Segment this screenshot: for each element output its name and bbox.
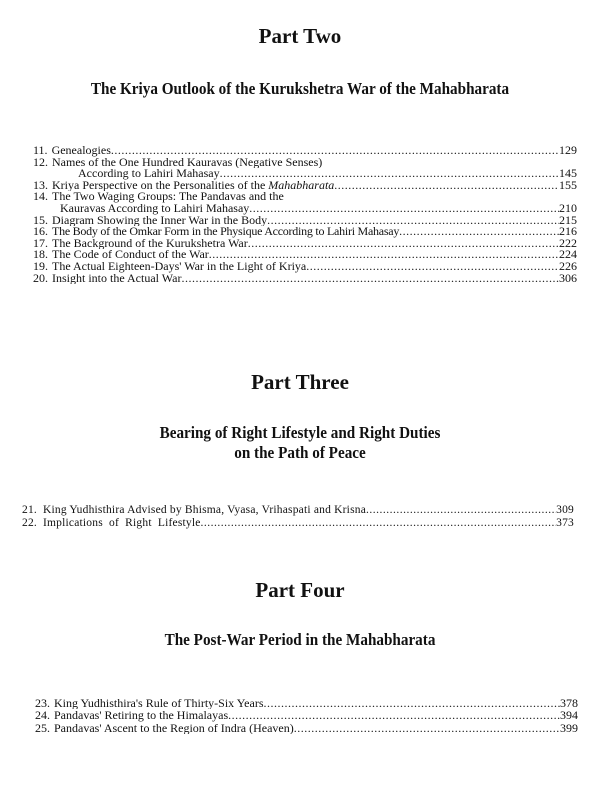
entry-page: 394: [560, 709, 578, 722]
entry-page: 224: [559, 249, 577, 261]
entry-number: 21.: [22, 504, 37, 516]
entry-number: 19.: [33, 260, 48, 273]
entry-title: Genealogies: [51, 145, 111, 157]
toc-entry-19[interactable]: [33, 261, 577, 273]
entry-title: The Background of the Kurukshetra War: [52, 237, 248, 250]
entry-page: 215: [559, 214, 577, 227]
entry-title: Pandavas' Ascent to the Region of Indra (Heaven): [54, 721, 294, 734]
part-four-subtitle: The Post-War Period in the Mahabharata: [164, 630, 436, 649]
entry-number: 14.: [33, 191, 48, 203]
part-two-contents: [33, 145, 577, 284]
entry-title: The Body of the Omkar Form in the Physique According to Lahiri Mahasay: [52, 226, 400, 238]
entry-title: King Yudhisthira Advised by Bhisma, Vyasa, Vrihaspati and Krisna: [42, 504, 366, 516]
dot-leader: [366, 504, 556, 517]
entry-title: Diagram Showing the Inner War in the Body: [52, 214, 268, 227]
entry-page: 399: [560, 721, 578, 734]
toc-entry-21[interactable]: [22, 504, 574, 517]
toc-entry-13[interactable]: [33, 180, 577, 192]
part-three-subtitle-line-2: on the Path of Peace: [234, 443, 366, 462]
dot-leader: [399, 226, 559, 238]
entry-number: 12.: [33, 156, 48, 169]
toc-entry-12-continued[interactable]: [33, 168, 577, 180]
dot-leader: [220, 168, 559, 180]
part-three-subtitle-line-1: Bearing of Right Lifestyle and Right Duties: [159, 423, 441, 442]
part-three-subtitle: [24, 423, 576, 463]
entry-number: 11.: [33, 145, 48, 157]
dot-leader: [264, 697, 561, 709]
entry-title: The Two Waging Groups: The Pandavas and the: [52, 191, 284, 203]
dot-leader: [248, 238, 559, 250]
entry-title-emphasis: Mahabharata: [268, 179, 335, 192]
entry-page: 378: [560, 697, 578, 710]
toc-entry-14[interactable]: [33, 191, 577, 203]
entry-number: 24.: [35, 709, 50, 722]
toc-entry-15[interactable]: [33, 215, 577, 227]
part-four-contents: [35, 697, 578, 734]
dot-leader: [201, 517, 557, 530]
entry-title: Kriya Perspective on the Personalities of the Mahabharata: [52, 179, 335, 192]
dot-leader: [111, 145, 559, 157]
part-four-heading: Part Four: [255, 578, 345, 602]
toc-entry-23[interactable]: [35, 697, 578, 709]
entry-number: 18.: [33, 249, 48, 261]
entry-number: 15.: [33, 214, 48, 227]
toc-entry-12[interactable]: [33, 157, 577, 169]
dot-leader: [306, 261, 559, 273]
entry-number: 13.: [33, 179, 48, 192]
entry-page: 373: [556, 517, 574, 529]
entry-page: 210: [559, 202, 577, 215]
entry-page: 226: [559, 260, 577, 273]
dot-leader: [228, 709, 560, 721]
entry-title: Insight into the Actual War: [52, 272, 182, 285]
entry-page: 155: [559, 179, 577, 192]
toc-entry-18[interactable]: [33, 249, 577, 261]
entry-title: Kauravas According to Lahiri Mahasay: [60, 202, 250, 215]
entry-page: 145: [559, 168, 577, 180]
entry-page: 222: [559, 237, 577, 250]
part-three-heading: Part Three: [251, 370, 349, 394]
entry-title: Pandavas' Retiring to the Himalayas: [54, 709, 229, 722]
entry-page: 129: [559, 145, 577, 157]
dot-leader: [267, 215, 559, 227]
entry-number: 23.: [35, 697, 50, 710]
toc-entry-25[interactable]: [35, 722, 578, 734]
entry-title: Names of the One Hundred Kauravas (Negative Senses): [52, 156, 323, 169]
entry-number: 20.: [33, 272, 48, 285]
part-two-heading: Part Two: [258, 24, 342, 48]
entry-title: The Actual Eighteen-Days' War in the Light of Kriya: [52, 260, 307, 273]
toc-entry-16[interactable]: [33, 226, 577, 238]
entry-number: 25.: [35, 721, 50, 734]
entry-number: 22.: [22, 517, 37, 529]
dot-leader: [294, 722, 560, 734]
entry-page: 309: [556, 504, 574, 516]
entry-title: Implications of Right Lifestyle: [42, 517, 201, 529]
entry-page: 306: [559, 272, 577, 285]
toc-entry-22[interactable]: [22, 517, 574, 530]
part-three-contents: [22, 504, 574, 530]
toc-entry-14-continued[interactable]: [33, 203, 577, 215]
dot-leader: [181, 273, 559, 285]
part-two-subtitle: The Kriya Outlook of the Kurukshetra War of the Mahabharata: [90, 79, 510, 98]
entry-title: King Yudhisthira's Rule of Thirty-Six Years: [54, 697, 264, 710]
dot-leader: [334, 180, 559, 192]
toc-entry-17[interactable]: [33, 238, 577, 250]
dot-leader: [209, 249, 559, 261]
entry-page: 216: [559, 226, 577, 238]
entry-title: According to Lahiri Mahasay: [78, 168, 220, 180]
entry-number: 16.: [33, 226, 48, 238]
dot-leader: [249, 203, 559, 215]
toc-entry-20[interactable]: [33, 273, 577, 285]
entry-number: 17.: [33, 237, 48, 250]
entry-title: The Code of Conduct of the War: [52, 249, 209, 261]
toc-entry-11[interactable]: [33, 145, 577, 157]
toc-entry-24[interactable]: [35, 709, 578, 721]
